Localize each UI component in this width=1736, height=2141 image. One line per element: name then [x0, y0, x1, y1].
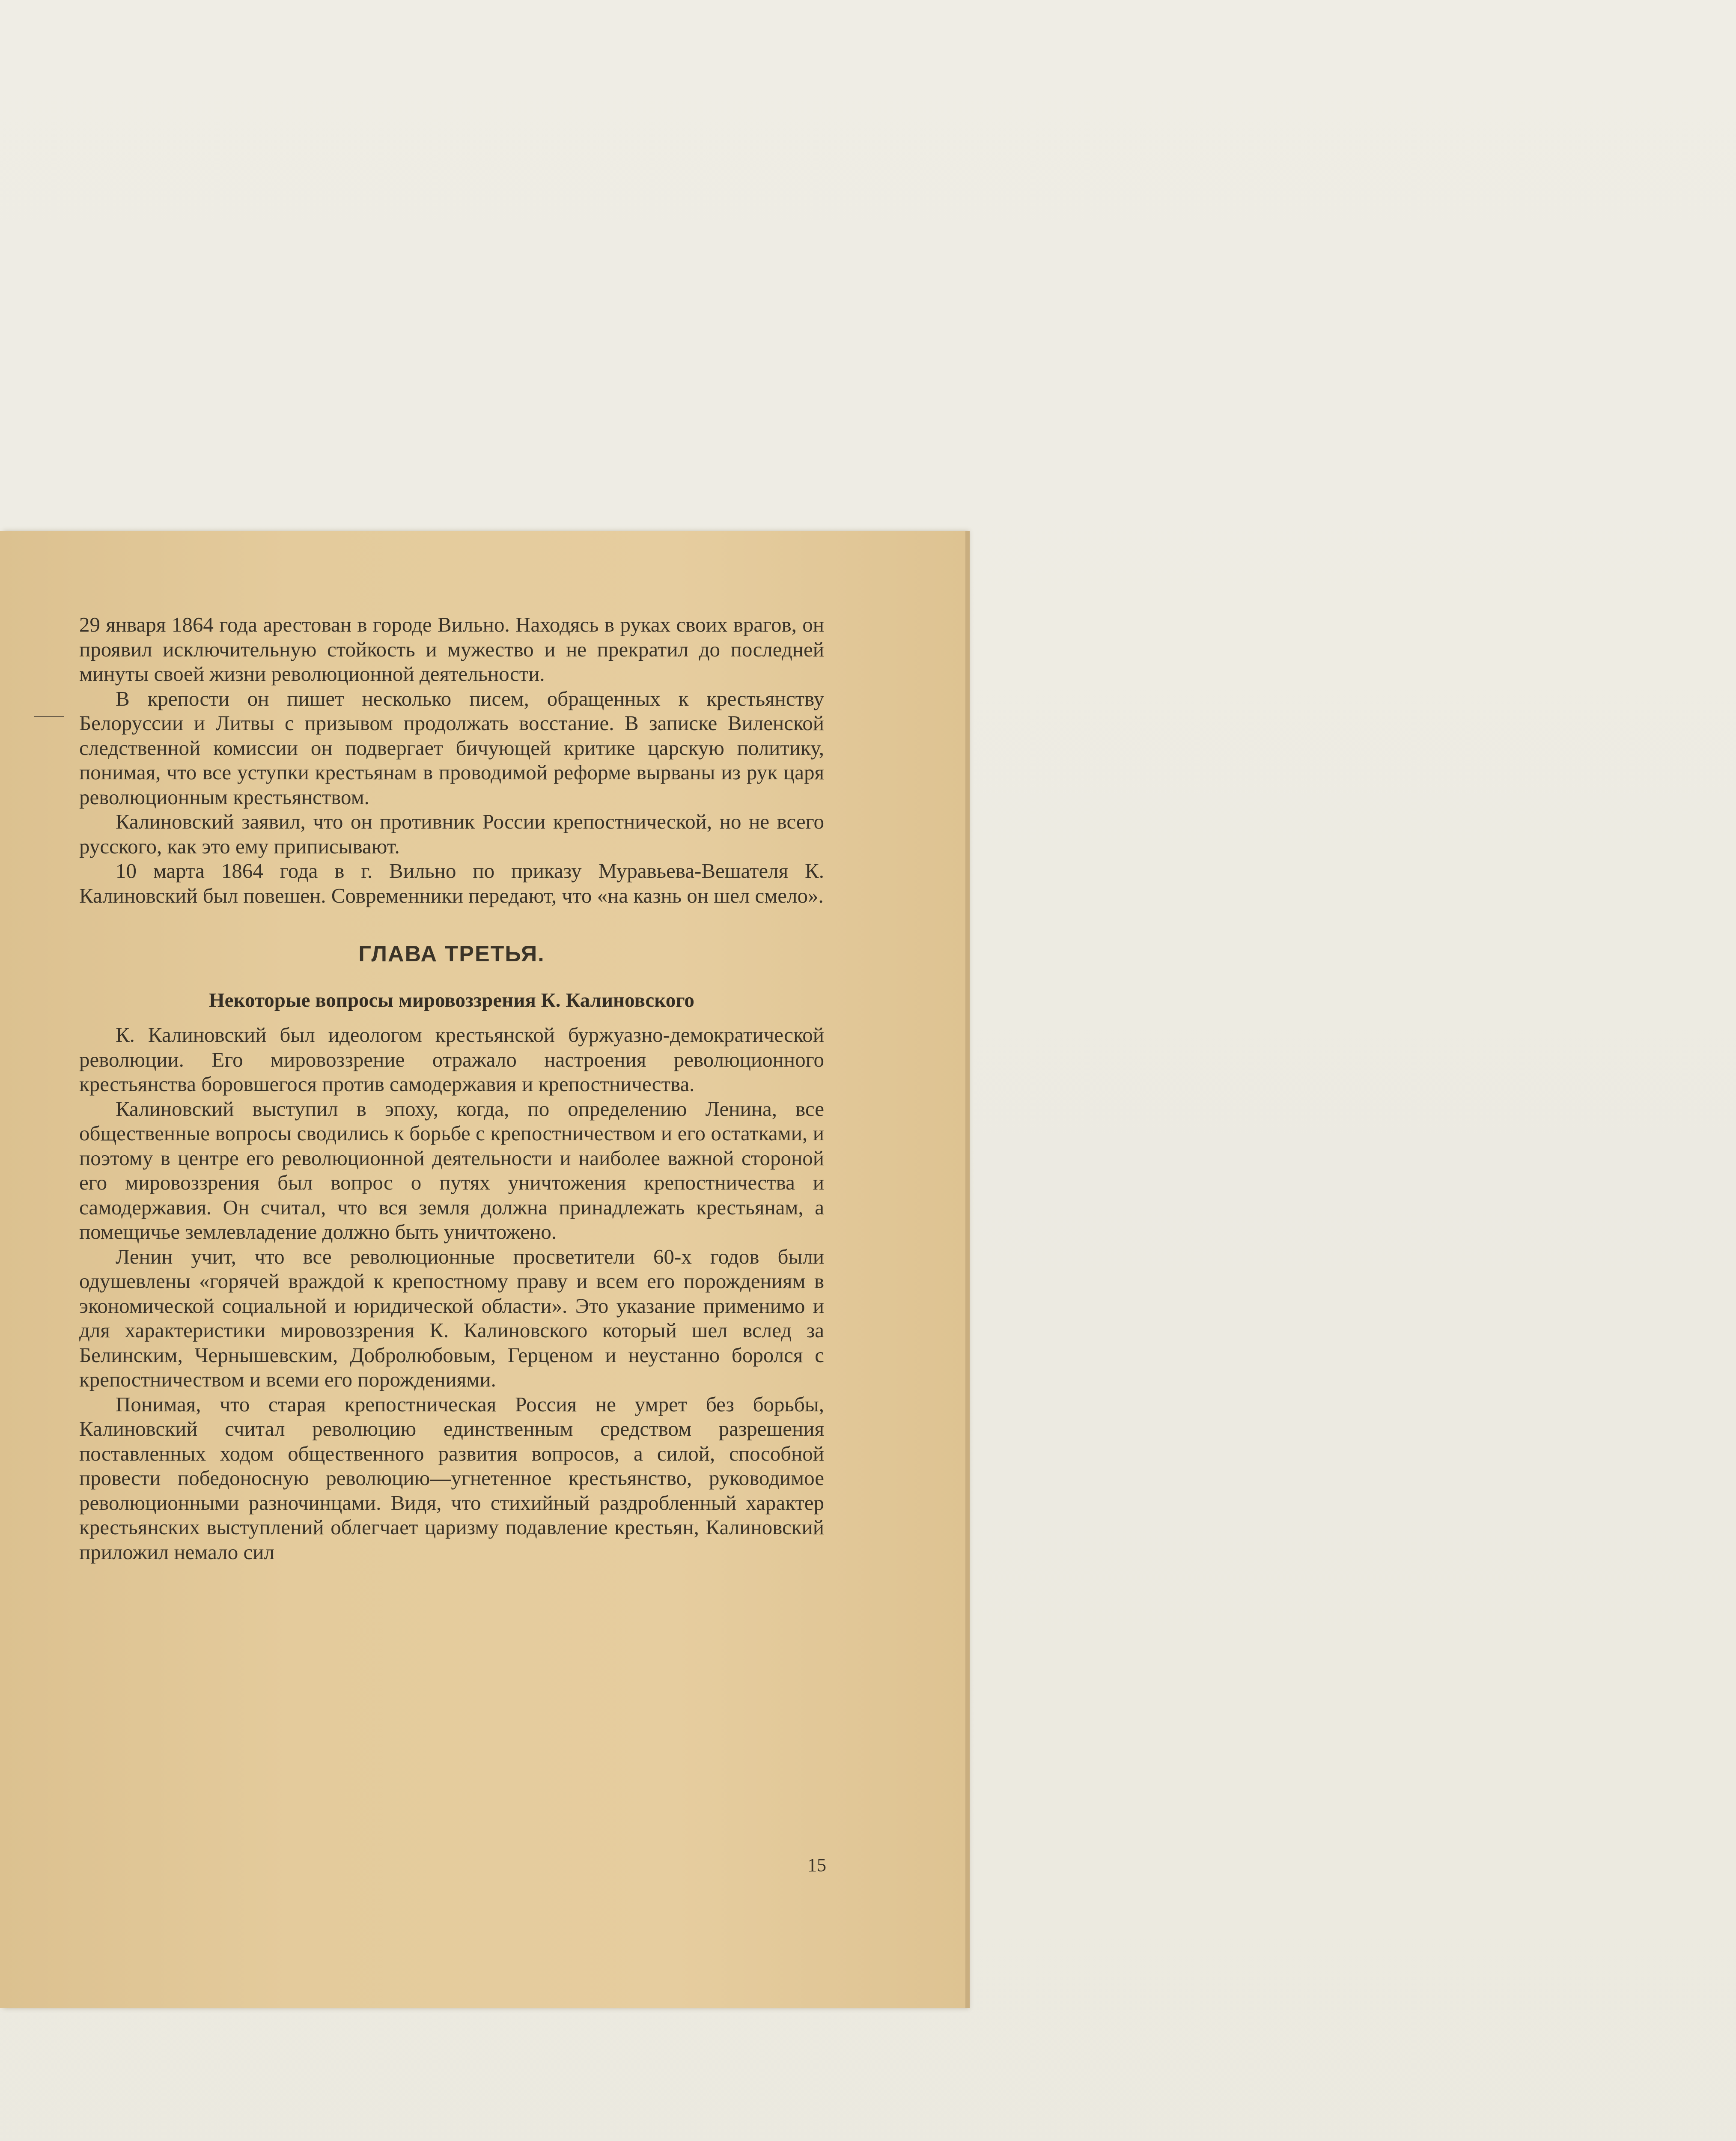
- page-text: [79, 612, 824, 1564]
- page-edge: [965, 531, 970, 2008]
- paragraph: В крепости он пишет несколько писем, обращенных к крестьянству Белоруссии и Литвы с призывом продолжать восстание. В записке Виленской следственной комиссии он подвергает бичующей критике царскую политику, понимая, что все уступки крестьянам в проводимой реформе вырваны из рук царя революционным крестьянством.: [79, 686, 824, 809]
- section-title: Некоторые вопросы мировоззрения К. Калиновского: [209, 989, 694, 1011]
- paragraph: К. Калиновский был идеологом крестьянской буржуазно-демократической революции. Его мировоззрение отражало настроения революционного крестьянства боровшегося против самодержавия и крепостничества.: [79, 1023, 824, 1096]
- page-number: 15: [807, 1855, 826, 1876]
- paragraph: 29 января 1864 года арестован в городе Вильно. Находясь в руках своих врагов, он проявил исключительную стойкость и мужество и не прекратил до последней минуты своей жизни революционной деятельности.: [79, 613, 824, 686]
- book-page: [0, 531, 965, 2008]
- paragraph: 10 марта 1864 года в г. Вильно по приказу Муравьева-Вешателя К. Калиновский был повешен. Современники передают, что «на казнь он шел смело».: [79, 859, 824, 907]
- paragraph: Понимая, что старая крепостническая Россия не умрет без борьбы, Калиновский считал революцию единственным средством разрешения поставленных ходом общественного развития вопросов, а силой, способной провести победоносную революцию—угнетенное крестьянство, руководимое революционными разночинцами. Видя, что стихийный раздробленный характер крестьянских выступлений облегчает царизму подавление крестьян, Калиновский приложил немало сил: [79, 1392, 824, 1564]
- paragraph: Ленин учит, что все революционные просветители 60-х годов были одушевлены «горячей враждой к крепостному праву и всем его порождениям в экономической социальной и юридической области». Это указание применимо и для характеристики мировоззрения К. Калиновского который шел вслед за Белинским, Чернышевским, Добролюбовым, Герценом и неустанно боролся с крепостничеством и всеми его порождениями.: [79, 1244, 824, 1391]
- chapter-title: ГЛАВА ТРЕТЬЯ.: [358, 942, 545, 966]
- margin-mark: [34, 716, 64, 717]
- paragraph: Калиновский заявил, что он противник России крепостнической, но не всего русского, как это ему приписывают.: [79, 810, 824, 858]
- paragraph: Калиновский выступил в эпоху, когда, по определению Ленина, все общественные вопросы сводились к борьбе с крепостничеством и его остатками, и поэтому в центре его революционной деятельности и наиболее важной стороной его мировоззрения был вопрос о путях уничтожения крепостничества и самодержавия. Он считал, что вся земля должна принадлежать крестьянам, а помещичье землевладение должно быть уничтожено.: [79, 1097, 824, 1243]
